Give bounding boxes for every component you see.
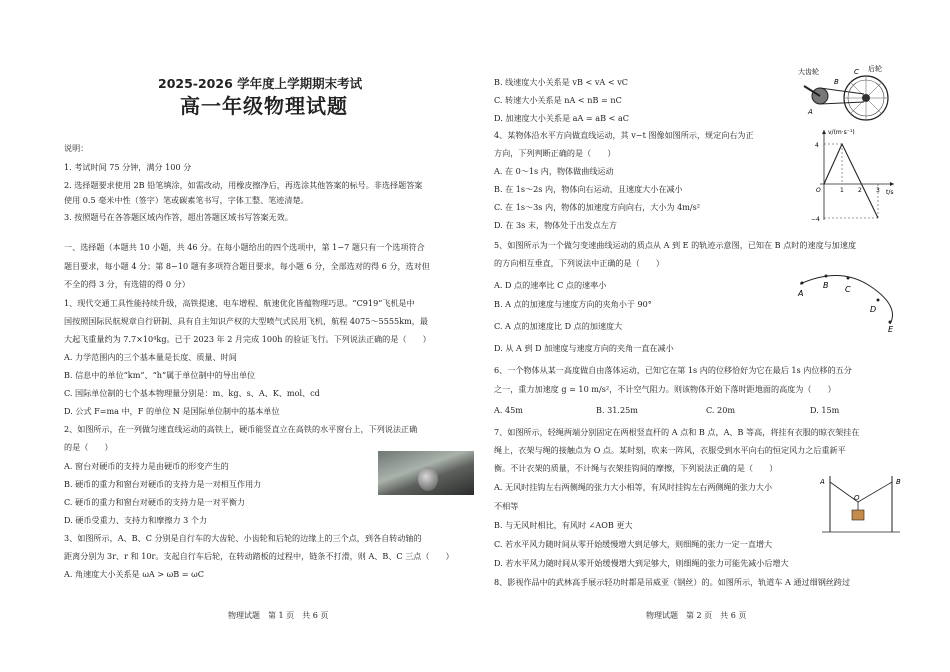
trajectory-point-c: C: [845, 285, 851, 294]
vt-origin: O: [816, 187, 821, 194]
question-line: 距离分别为 3r、r 和 10r。支起自行车后轮，在转动踏板的过程中，链条不打滑，则 A、B、C 三点（ ）: [64, 551, 454, 561]
option-line: B. 在 1s～2s 内，物体向右运动，且速度大小在减小: [494, 184, 683, 194]
vt-tick-1: 1: [840, 187, 844, 194]
notes-heading: 说明：: [64, 143, 89, 153]
option-line: C. A 点的加速度比 D 点的加速度大: [494, 321, 623, 331]
rope-point-o: O: [854, 494, 860, 502]
section-line: 题目要求，每小题 4 分；第 8−10 题有多项符合题目要求，每小题 6 分，全部选对的得 6 分，选对但: [64, 261, 430, 271]
option-line: 不相等: [494, 501, 519, 511]
option-line: A. 角速度大小关系是 ωA > ωB = ωC: [64, 569, 204, 579]
question-line: 之一，重力加速度 g = 10 m/s²，不计空气阻力。则该物体开始下落时距地面的高度为（ ）: [494, 384, 836, 394]
question-line: 5、如图所示为一个做匀变速曲线运动的质点从 A 到 E 的轨迹示意图，已知在 B 点时的速度与加速度: [494, 240, 857, 250]
question-line: 方向，下列判断正确的是（ ）: [494, 148, 616, 158]
vt-tick-2: 2: [858, 187, 862, 194]
option-line: C. 在 1s～3s 内，物体的加速度方向向右，大小为 4m/s²: [494, 202, 701, 212]
label-point-a: A: [808, 108, 813, 116]
option-line: C. 硬币的重力和窗台对硬币的支持力是一对平衡力: [64, 497, 246, 507]
option-line: D. 若水平风力随时间从零开始缓慢增大到足够大，则细绳的张力可能先减小后增大: [494, 558, 789, 568]
trajectory-point-a: A: [798, 289, 804, 298]
section-line: 一、选择题（本题共 10 小题，共 46 分。在每小题给出的四个选项中，第 1−7 题只有一个选项符合: [64, 242, 425, 252]
trajectory-point-b: B: [823, 281, 829, 290]
question-line: 衡。不计衣架的质量，不计绳与衣架挂钩间的摩擦，下列说法正确的是（ ）: [494, 463, 778, 473]
option-line: A. 无风时挂钩左右两侧绳的张力大小相等，有风时挂钩左右两侧绳的张力大小: [494, 482, 773, 492]
option-line: A. D 点的速率比 C 点的速率小: [494, 280, 607, 290]
option-line: A. 在 0～1s 内，物体做曲线运动: [494, 166, 614, 176]
coin-on-windowsill-photo: [378, 451, 474, 495]
vt-graph-figure: [808, 124, 898, 224]
option-line: A. 窗台对硬币的支持力是由硬币的形变产生的: [64, 461, 229, 471]
rope-point-b: B: [896, 478, 901, 486]
vt-tick-neg4: −4: [811, 216, 820, 223]
note-line: 1. 考试时间 75 分钟，满分 100 分: [64, 162, 192, 172]
question-line: 7、如图所示，轻绳两端分别固定在两根竖直杆的 A 点和 B 点，A、B 等高，将挂有衣服的晾衣架挂在: [494, 427, 860, 437]
question-line: 2、如图所示，在一列做匀速直线运动的高铁上，硬币能竖直立在高铁的水平窗台上，下列说法正确: [64, 424, 418, 434]
question-line: 大起飞重量约为 7.7×10⁴kg。已于 2023 年 2 月完成 100h 的验证飞行。下列说法正确的是（ ）: [64, 334, 431, 344]
question-line: 绳上，衣架与绳的接触点为 O 点。某时刻，吹来一阵风，衣服受到水平向右的恒定风力之后重新平: [494, 445, 846, 455]
subject-title: 高一年级物理试题: [180, 94, 348, 118]
question-line: 3、如图所示，A、B、C 分别是自行车的大齿轮、小齿轮和后轮的边缘上的三个点，到各自转动轴的: [64, 533, 422, 543]
option-line: B. 线速度大小关系是 vB < vA < vC: [494, 77, 628, 87]
clothes-rope-figure: [818, 472, 908, 538]
section-line: 不全的得 3 分，有选错的得 0 分）: [64, 279, 190, 289]
trajectory-point-e: E: [888, 325, 894, 332]
exam-title: 2025-2026 学年度上学期期末考试: [158, 76, 363, 91]
bicycle-gear-figure: [798, 64, 894, 124]
vt-tick-4: 4: [815, 142, 819, 149]
rope-point-a: A: [820, 478, 825, 486]
question-line: 4、某物体沿水平方向做直线运动，其 v−t 图像如图所示，规定向右为正: [494, 130, 754, 140]
option-line: C. 国际单位制的七个基本物理量分别是：m、kg、s、A、K、mol、cd: [64, 388, 320, 398]
option-line: A. 力学范围内的三个基本量是长度、质量、时间: [64, 352, 237, 362]
option-line: D. 在 3s 末，物体处于出发点左方: [494, 220, 617, 230]
coin-image: [418, 467, 438, 491]
question-line: 6、一个物体从某一高度做自由落体运动，已知它在第 1s 内的位移恰好为它在最后 1s 内位移的五分: [494, 365, 852, 375]
question-line: 的方向相互垂直，下列说法中正确的是（ ）: [494, 258, 664, 268]
option-line: C. 若水平风力随时间从零开始缓慢增大到足够大，则细绳的张力一定一直增大: [494, 539, 773, 549]
q6-option-d: D. 15m: [810, 405, 840, 415]
label-point-c: C: [854, 68, 859, 76]
vt-tick-3: 3: [876, 187, 880, 194]
question-line: 的是（ ）: [64, 442, 113, 452]
q6-option-b: B. 31.25m: [596, 405, 638, 415]
option-line: B. 硬币的重力和窗台对硬币的支持力是一对相互作用力: [64, 479, 262, 489]
label-rear-wheel: 后轮: [868, 65, 882, 73]
note-line: 使用 0.5 毫米中性（签字）笔或碳素笔书写，字体工整、笔迹清楚。: [64, 195, 309, 205]
vt-y-axis-label: v/(m·s⁻¹): [828, 129, 855, 136]
trajectory-point-d: D: [870, 305, 877, 314]
label-big-gear: 大齿轮: [798, 68, 819, 76]
note-line: 3. 按照题号在各答题区域内作答，超出答题区域书写答案无效。: [64, 212, 293, 222]
option-line: B. 与无风时相比，有风时 ∠AOB 更大: [494, 520, 633, 530]
question-line: 国按照国际民航规章自行研制、具有自主知识产权的大型喷气式民用飞机，航程 4075～5555km，最: [64, 316, 428, 326]
option-line: D. 公式 F=ma 中，F 的单位 N 是国际单位制中的基本单位: [64, 406, 280, 416]
q6-option-c: C. 20m: [706, 405, 736, 415]
q6-option-a: A. 45m: [494, 405, 523, 415]
question-line: 8、影视作品中的武林高手展示轻功时都是吊威亚（钢丝）的。如图所示，轨道车 A 通过细钢丝跨过: [494, 577, 851, 587]
option-line: B. A 点的加速度与速度方向的夹角小于 90°: [494, 299, 652, 309]
option-line: C. 转速大小关系是 nA < nB = nC: [494, 95, 622, 105]
trajectory-figure: [790, 268, 902, 332]
question-line: 1、现代交通工具性能持续升级，高铁提速、电车增程、航速优化皆蕴物理巧思。“C919”飞机是中: [64, 298, 415, 308]
note-line: 2. 选择题要求使用 2B 铅笔填涂，如需改动，用橡皮擦净后，再选涂其他答案的标号。非选择题答案: [64, 180, 423, 190]
vt-x-axis-label: t/s: [886, 189, 894, 196]
page-right: [478, 0, 950, 672]
option-line: D. 从 A 到 D 加速度与速度方向的夹角一直在减小: [494, 343, 674, 353]
page-footer-left: 物理试题 第 1 页 共 6 页: [228, 611, 329, 620]
option-line: B. 信息中的单位“km”、“h”属于单位制中的导出单位: [64, 370, 256, 380]
page-footer-right: 物理试题 第 2 页 共 6 页: [646, 611, 747, 620]
option-line: D. 加速度大小关系是 aA = aB < aC: [494, 113, 629, 123]
option-line: D. 硬币受重力、支持力和摩擦力 3 个力: [64, 515, 208, 525]
label-point-b: B: [834, 78, 839, 86]
